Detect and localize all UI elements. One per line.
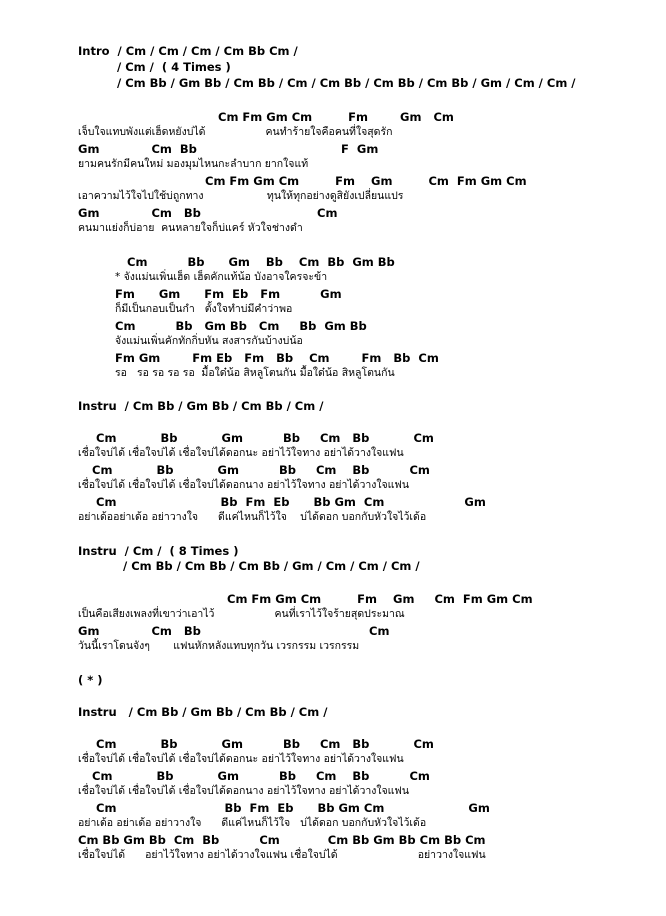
verse4-lyric-1: เชื่อใจบ่ได้ เชื่อใจบ่ได้ เชื่อใจบ่ได้ดอกนะ อย่าไว้ใจทาง อย่าได้วางใจแฟน — [78, 753, 404, 765]
verse3-lyric-2: วันนี้เราโดนจังๆ แฟนหักหลังแทบทุกวัน เวรกรรม เวรกรรม — [78, 640, 360, 652]
chorus-lyric-4: รอ รอ รอ รอ รอ มื้อใด๋น้อ สิหลูโตนกัน มื้อใด๋น้อ สิหลูโตนกัน — [115, 367, 395, 379]
chorus-lyric-1: * จังแม่นเพิ่นเฮ็ด เฮ็ดคักแท้น้อ บังอาจใครจะข้า — [115, 271, 328, 283]
verse4-lyric-2: เชื่อใจบ่ได้ เชื่อใจบ่ได้ เชื่อใจบ่ได้ดอกนาง อย่าไว้ใจทาง อย่าได้วางใจแฟน — [78, 785, 410, 797]
verse1-lyric-3: เอาความไว้ใจไปใช้บ่ถูกทาง ทุนให้ทุกอย่างดูสิยังเปลี่ยนแปร — [78, 190, 404, 202]
verse4-chords-4: Cm Bb Gm Bb Cm Bb Cm Cm Bb Gm Bb Cm Bb Cm — [78, 833, 486, 847]
chorus-chords-2: Fm Gm Fm Eb Fm Gm — [115, 287, 342, 301]
instru-2-line-1: Instru / Cm / ( 8 Times ) — [78, 544, 239, 558]
verse1-chords-1: Cm Fm Gm Cm Fm Gm Cm — [218, 110, 454, 124]
verse1-chords-2: Gm Cm Bb F Gm — [78, 142, 379, 156]
chorus-lyric-3: จังแม่นเพิ่นคักทักกิ่บหัน สงสารกันบ้างบ่น้อ — [115, 335, 303, 347]
instru-1-line: Instru / Cm Bb / Gm Bb / Cm Bb / Cm / — [78, 399, 324, 413]
verse4-chords-1: Cm Bb Gm Bb Cm Bb Cm — [96, 737, 434, 751]
intro-line-3: / Cm Bb / Gm Bb / Cm Bb / Cm / Cm Bb / Cm Bb / Cm Bb / Gm / Cm / Cm / — [117, 76, 576, 90]
verse1-lyric-4: คนมาแย่งก็บ่อาย คนหลายใจก็บ่แคร์ หัวใจช่างดำ — [78, 222, 303, 234]
verse2-lyric-3: อย่าเด้ออย่าเด้อ อย่าวางใจ ดีแค่ไหนก็ไว้ใจ บ่ได้ดอก บอกกับหัวใจไว้เด้อ — [78, 511, 427, 523]
verse2-lyric-2: เชื่อใจบ่ได้ เชื่อใจบ่ได้ เชื่อใจบ่ได้ดอกนาง อย่าไว้ใจทาง อย่าได้วางใจแฟน — [78, 479, 410, 491]
verse2-chords-1: Cm Bb Gm Bb Cm Bb Cm — [96, 431, 434, 445]
chorus-chords-3: Cm Bb Gm Bb Cm Bb Gm Bb — [115, 319, 367, 333]
verse4-lyric-3: อย่าเด้อ อย่าเด้อ อย่าวางใจ ดีแค่ไหนก็ไว้ใจ บ่ได้ดอก บอกกับหัวใจไว้เด้อ — [78, 817, 427, 829]
chorus-chords-1: Cm Bb Gm Bb Cm Bb Gm Bb — [127, 255, 395, 269]
instru-2-line-2: / Cm Bb / Cm Bb / Cm Bb / Gm / Cm / Cm / Cm / — [123, 559, 420, 573]
verse1-lyric-2: ยามคนรักมีคนใหม่ มองมุมไหนกะลำบาก ยากใจแท้ — [78, 158, 309, 170]
chorus-lyric-2: ก็มีเป็นกอบเป็นกำ ตั้งใจทำบ่มีคำว่าพอ — [115, 303, 293, 315]
verse4-chords-2: Cm Bb Gm Bb Cm Bb Cm — [92, 769, 430, 783]
verse2-chords-3: Cm Bb Fm Eb Bb Gm Cm Gm — [96, 495, 486, 509]
intro-line-2: / Cm / ( 4 Times ) — [117, 60, 231, 74]
intro-line-1: Intro / Cm / Cm / Cm / Cm Bb Cm / — [78, 44, 298, 58]
verse1-lyric-1: เจ็บใจแทบพังแต่เฮ็ดหยังบ่ได้ คนทำร้ายใจคือคนที่ใจสุดรัก — [78, 126, 393, 138]
chorus-chords-4: Fm Gm Fm Eb Fm Bb Cm Fm Bb Cm — [115, 351, 439, 365]
verse4-lyric-4: เชื่อใจบ่ได้ อย่าไว้ใจทาง อย่าได้วางใจแฟน เชื่อใจบ่ได้ อย่าวางใจแฟน — [78, 849, 486, 861]
verse2-lyric-1: เชื่อใจบ่ได้ เชื่อใจบ่ได้ เชื่อใจบ่ได้ดอกนะ อย่าไว้ใจทาง อย่าได้วางใจแฟน — [78, 447, 404, 459]
verse1-chords-4: Gm Cm Bb Cm — [78, 206, 338, 220]
verse3-lyric-1: เป็นคือเสียงเพลงที่เขาว่าเอาไว้ คนที่เราไว้ใจร้ายสุดประมาณ — [78, 608, 405, 620]
verse3-chords-1: Cm Fm Gm Cm Fm Gm Cm Fm Gm Cm — [227, 592, 533, 606]
verse1-chords-3: Cm Fm Gm Cm Fm Gm Cm Fm Gm Cm — [205, 174, 527, 188]
instru-3-line: Instru / Cm Bb / Gm Bb / Cm Bb / Cm / — [78, 705, 328, 719]
repeat-chorus-marker: ( * ) — [78, 673, 103, 687]
verse4-chords-3: Cm Bb Fm Eb Bb Gm Cm Gm — [96, 801, 490, 815]
verse2-chords-2: Cm Bb Gm Bb Cm Bb Cm — [92, 463, 430, 477]
verse3-chords-2: Gm Cm Bb Cm — [78, 624, 390, 638]
